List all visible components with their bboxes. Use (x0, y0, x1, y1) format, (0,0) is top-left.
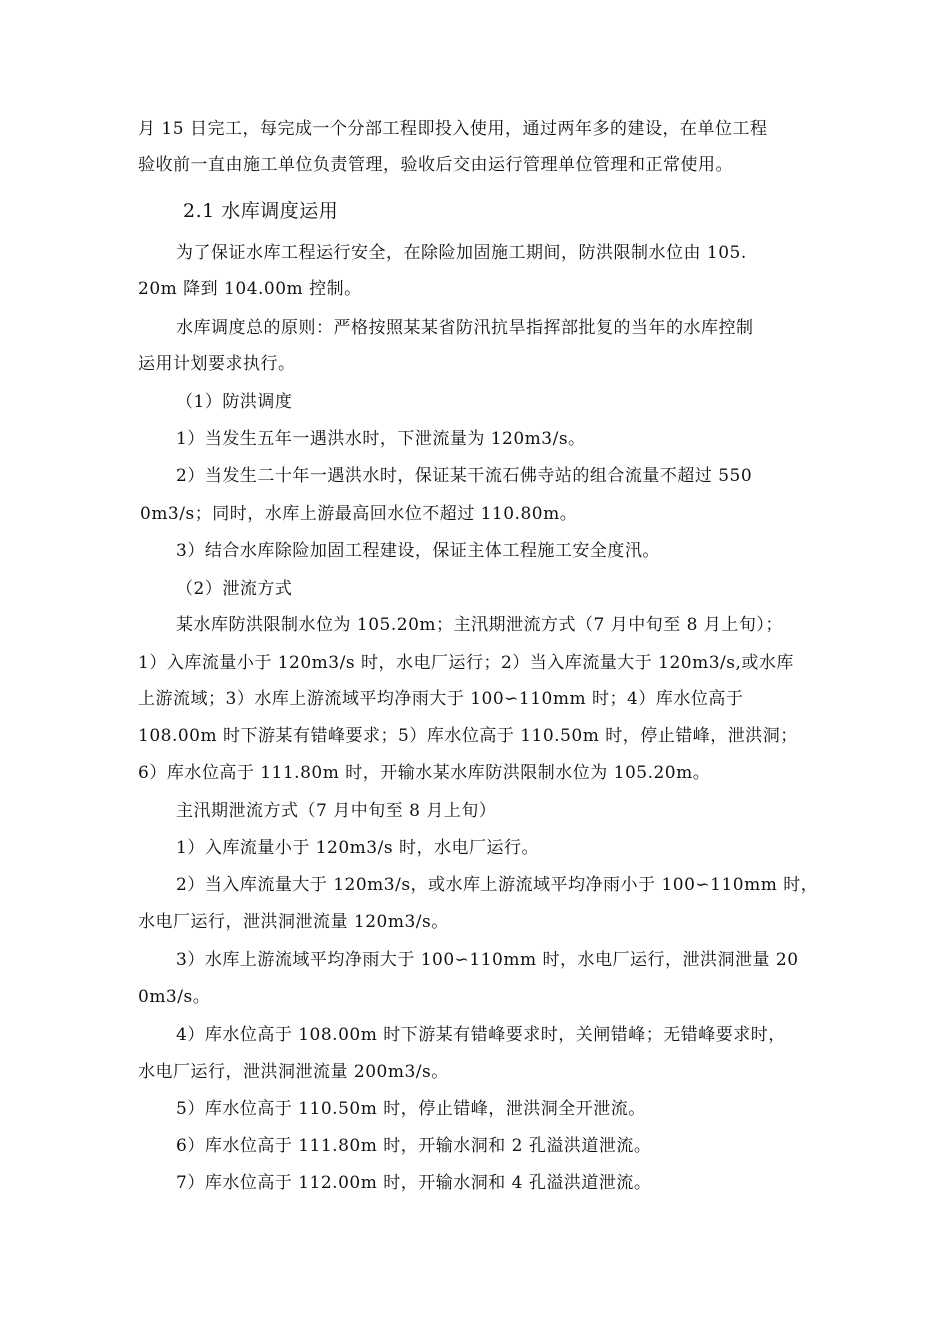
text-line: 3）水库上游流域平均净雨大于 100∽110mm 时，水电厂运行，泄洪洞泄量 20 (176, 950, 799, 970)
text-line: 20m 降到 104.00m 控制。 (138, 279, 362, 299)
text-line: 验收前一直由施工单位负责管理，验收后交由运行管理单位管理和正常使用。 (138, 155, 733, 175)
text-line: 水电厂运行，泄洪洞泄流量 120m3/s。 (138, 912, 449, 932)
text-line: 1）入库流量小于 120m3/s 时，水电厂运行；2）当入库流量大于 120m3/s,或水库 (138, 653, 794, 673)
text-line: 主汛期泄流方式（7 月中旬至 8 月上旬） (176, 801, 497, 821)
text-line: 水电厂运行，泄洪洞泄流量 200m3/s。 (138, 1062, 449, 1082)
text-line: 6）库水位高于 111.80m 时，开输水某水库防洪限制水位为 105.20m。 (138, 763, 711, 783)
text-line: 某水库防洪限制水位为 105.20m；主汛期泄流方式（7 月中旬至 8 月上旬）； (176, 615, 783, 635)
text-line: 1）当发生五年一遇洪水时，下泄流量为 120m3/s。 (176, 429, 586, 449)
text-line: 6）库水位高于 111.80m 时，开输水洞和 2 孔溢洪道泄流。 (176, 1136, 652, 1156)
text-line: 水库调度总的原则：严格按照某某省防汛抗旱指挥部批复的当年的水库控制 (176, 318, 754, 338)
text-line: 5）库水位高于 110.50m 时，停止错峰，泄洪洞全开泄流。 (176, 1099, 646, 1119)
text-line: 1）入库流量小于 120m3/s 时，水电厂运行。 (176, 838, 539, 858)
subsection-heading: （2）泄流方式 (176, 579, 293, 599)
section-heading: 2.1 水库调度运用 (183, 200, 339, 222)
text-line: 上游流域；3）水库上游流域平均净雨大于 100∽110mm 时；4）库水位高于 (138, 689, 744, 709)
text-line: 108.00m 时下游某有错峰要求；5）库水位高于 110.50m 时，停止错峰，泄洪洞； (138, 726, 798, 746)
text-line: 运用计划要求执行。 (138, 354, 296, 374)
text-line: 月 15 日完工，每完成一个分部工程即投入使用，通过两年多的建设，在单位工程 (138, 119, 768, 139)
text-line: 4）库水位高于 108.00m 时下游某有错峰要求时，关闸错峰；无错峰要求时， (176, 1025, 786, 1045)
text-line: 2）当入库流量大于 120m3/s，或水库上游流域平均净雨小于 100∽110mm 时， (176, 875, 819, 895)
text-line: 3）结合水库除险加固工程建设，保证主体工程施工安全度汛。 (176, 541, 660, 561)
text-line: 为了保证水库工程运行安全，在除险加固施工期间，防洪限制水位由 105. (176, 243, 747, 263)
text-line: 2）当发生二十年一遇洪水时，保证某干流石佛寺站的组合流量不超过 550 (176, 466, 753, 486)
text-line: 0m3/s；同时，水库上游最高回水位不超过 110.80m。 (140, 504, 578, 524)
text-line: 0m3/s。 (138, 987, 211, 1007)
subsection-heading: （1）防洪调度 (176, 392, 293, 412)
text-line: 7）库水位高于 112.00m 时，开输水洞和 4 孔溢洪道泄流。 (176, 1173, 652, 1193)
